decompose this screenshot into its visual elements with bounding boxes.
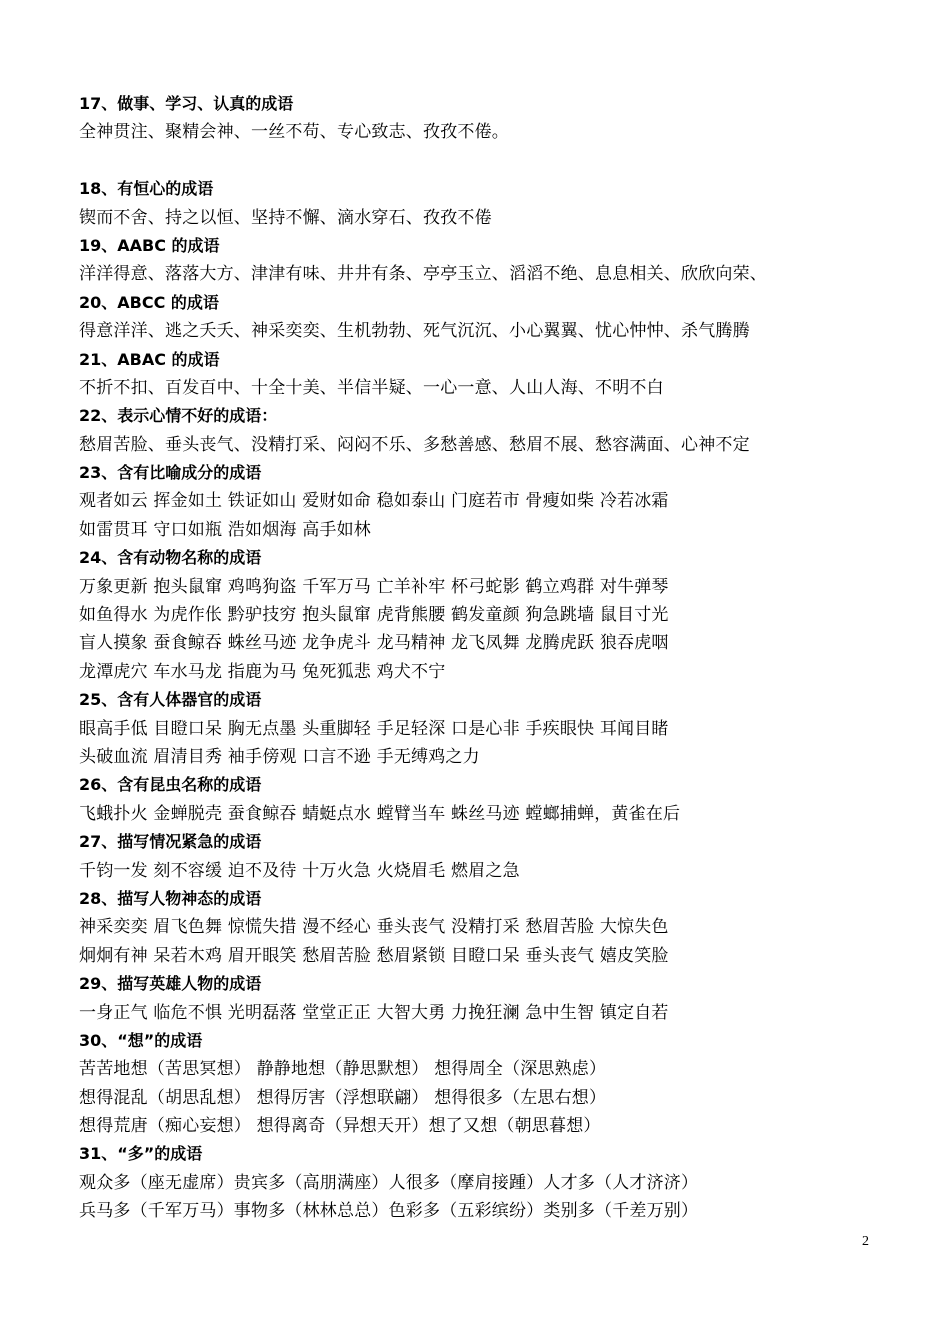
section-heading: 25、含有人体器官的成语 xyxy=(79,690,262,710)
idiom-section xyxy=(79,402,929,459)
idiom-section xyxy=(79,232,929,289)
section-heading: 17、做事、学习、认真的成语 xyxy=(79,94,294,113)
section-heading: 28、描写人物神态的成语 xyxy=(79,888,262,908)
section-heading: 18、有恒心的成语 xyxy=(79,179,214,199)
idiom-section xyxy=(79,289,929,346)
idiom-line: 如鱼得水 为虎作伥 黔驴技穷 抱头鼠窜 虎背熊腰 鹤发童颜 狗急跳墙 鼠目寸光 xyxy=(79,605,669,626)
idiom-section xyxy=(79,885,929,970)
idiom-line: 千钧一发 刻不容缓 迫不及待 十万火急 火烧眉毛 燃眉之急 xyxy=(79,860,520,881)
idiom-line: 头破血流 眉清目秀 袖手傍观 口言不逊 手无缚鸡之力 xyxy=(79,746,480,767)
idiom-line: 炯炯有神 呆若木鸡 眉开眼笑 愁眉苦脸 愁眉紧锁 目瞪口呆 垂头丧气 嬉皮笑脸 xyxy=(79,945,669,966)
section-heading: 30、“想”的成语 xyxy=(79,1030,203,1050)
idiom-section xyxy=(79,90,929,175)
idiom-line: 不折不扣、百发百中、十全十美、半信半疑、一心一意、人山人海、不明不白 xyxy=(79,377,664,398)
blank-line xyxy=(79,147,929,175)
idiom-line: 得意洋洋、逃之夭夭、神采奕奕、生机勃勃、死气沉沉、小心翼翼、忧心忡忡、杀气腾腾 xyxy=(79,321,750,342)
section-heading: 20、ABCC 的成语 xyxy=(79,292,219,312)
idiom-section xyxy=(79,544,929,686)
section-heading: 21、ABAC 的成语 xyxy=(79,349,220,369)
idiom-line: 愁眉苦脸、垂头丧气、没精打采、闷闷不乐、多愁善感、愁眉不展、愁容满面、心神不定 xyxy=(79,434,750,455)
idiom-line: 想得荒唐（痴心妄想） 想得离奇（异想天开）想了又想（朝思暮想） xyxy=(79,1116,601,1137)
idiom-section xyxy=(79,828,929,885)
idiom-line: 飞蛾扑火 金蝉脱壳 蚕食鲸吞 蜻蜓点水 螳臂当车 蛛丝马迹 螳螂捕蝉，黄雀在后 xyxy=(79,803,681,824)
idiom-line: 想得混乱（胡思乱想） 想得厉害（浮想联翩） 想得很多（左思右想） xyxy=(79,1087,607,1108)
idiom-section xyxy=(79,686,929,771)
section-heading: 29、描写英雄人物的成语 xyxy=(79,974,262,994)
idiom-section xyxy=(79,771,929,828)
idiom-line: 神采奕奕 眉飞色舞 惊慌失措 漫不经心 垂头丧气 没精打采 愁眉苦脸 大惊失色 xyxy=(79,917,669,938)
section-heading: 26、含有昆虫名称的成语 xyxy=(79,775,262,795)
section-heading: 31、“多”的成语 xyxy=(79,1144,203,1164)
section-heading: 24、含有动物名称的成语 xyxy=(79,548,262,568)
section-heading: 23、含有比喻成分的成语 xyxy=(79,463,262,483)
section-heading: 22、表示心情不好的成语： xyxy=(79,406,278,426)
idiom-section xyxy=(79,1027,929,1141)
idiom-section xyxy=(79,459,929,544)
idiom-section xyxy=(79,1140,929,1225)
idiom-line: 一身正气 临危不惧 光明磊落 堂堂正正 大智大勇 力挽狂澜 急中生智 镇定自若 xyxy=(79,1002,669,1023)
idiom-line: 盲人摸象 蚕食鲸吞 蛛丝马迹 龙争虎斗 龙马精神 龙飞凤舞 龙腾虎跃 狼吞虎咽 xyxy=(79,633,669,654)
idiom-section xyxy=(79,346,929,403)
idiom-line: 如雷贯耳 守口如瓶 浩如烟海 高手如林 xyxy=(79,519,372,540)
idiom-section xyxy=(79,970,929,1027)
idiom-line: 洋洋得意、落落大方、津津有味、井井有条、亭亭玉立、滔滔不绝、息息相关、欣欣向荣、 xyxy=(79,264,767,285)
page-number: 2 xyxy=(862,1234,869,1249)
idiom-line: 眼高手低 目瞪口呆 胸无点墨 头重脚轻 手足轻深 口是心非 手疾眼快 耳闻目睹 xyxy=(79,718,669,739)
idiom-line: 万象更新 抱头鼠窜 鸡鸣狗盗 千军万马 亡羊补牢 杯弓蛇影 鹤立鸡群 对牛弹琴 xyxy=(79,576,669,597)
section-heading: 27、描写情况紧急的成语 xyxy=(79,832,262,852)
idiom-line: 龙潭虎穴 车水马龙 指鹿为马 兔死狐悲 鸡犬不宁 xyxy=(79,661,446,682)
document-body xyxy=(79,90,929,1226)
idiom-line: 锲而不舍、持之以恒、坚持不懈、滴水穿石、孜孜不倦 xyxy=(79,207,492,228)
idiom-line: 观众多（座无虚席）贵宾多（高朋满座）人很多（摩肩接踵）人才多（人才济济） xyxy=(79,1172,699,1193)
idiom-section xyxy=(79,175,929,232)
idiom-line: 兵马多（千军万马）事物多（林林总总）色彩多（五彩缤纷）类别多（千差万别） xyxy=(79,1201,699,1222)
idiom-line: 观者如云 挥金如土 铁证如山 爱财如命 稳如泰山 门庭若市 骨瘦如柴 冷若冰霜 xyxy=(79,491,669,512)
idiom-line: 全神贯注、聚精会神、一丝不苟、专心致志、孜孜不倦。 xyxy=(79,122,509,143)
section-heading: 19、AABC 的成语 xyxy=(79,235,220,255)
idiom-line: 苦苦地想（苦思冥想） 静静地想（静思默想） 想得周全（深思熟虑） xyxy=(79,1059,607,1080)
